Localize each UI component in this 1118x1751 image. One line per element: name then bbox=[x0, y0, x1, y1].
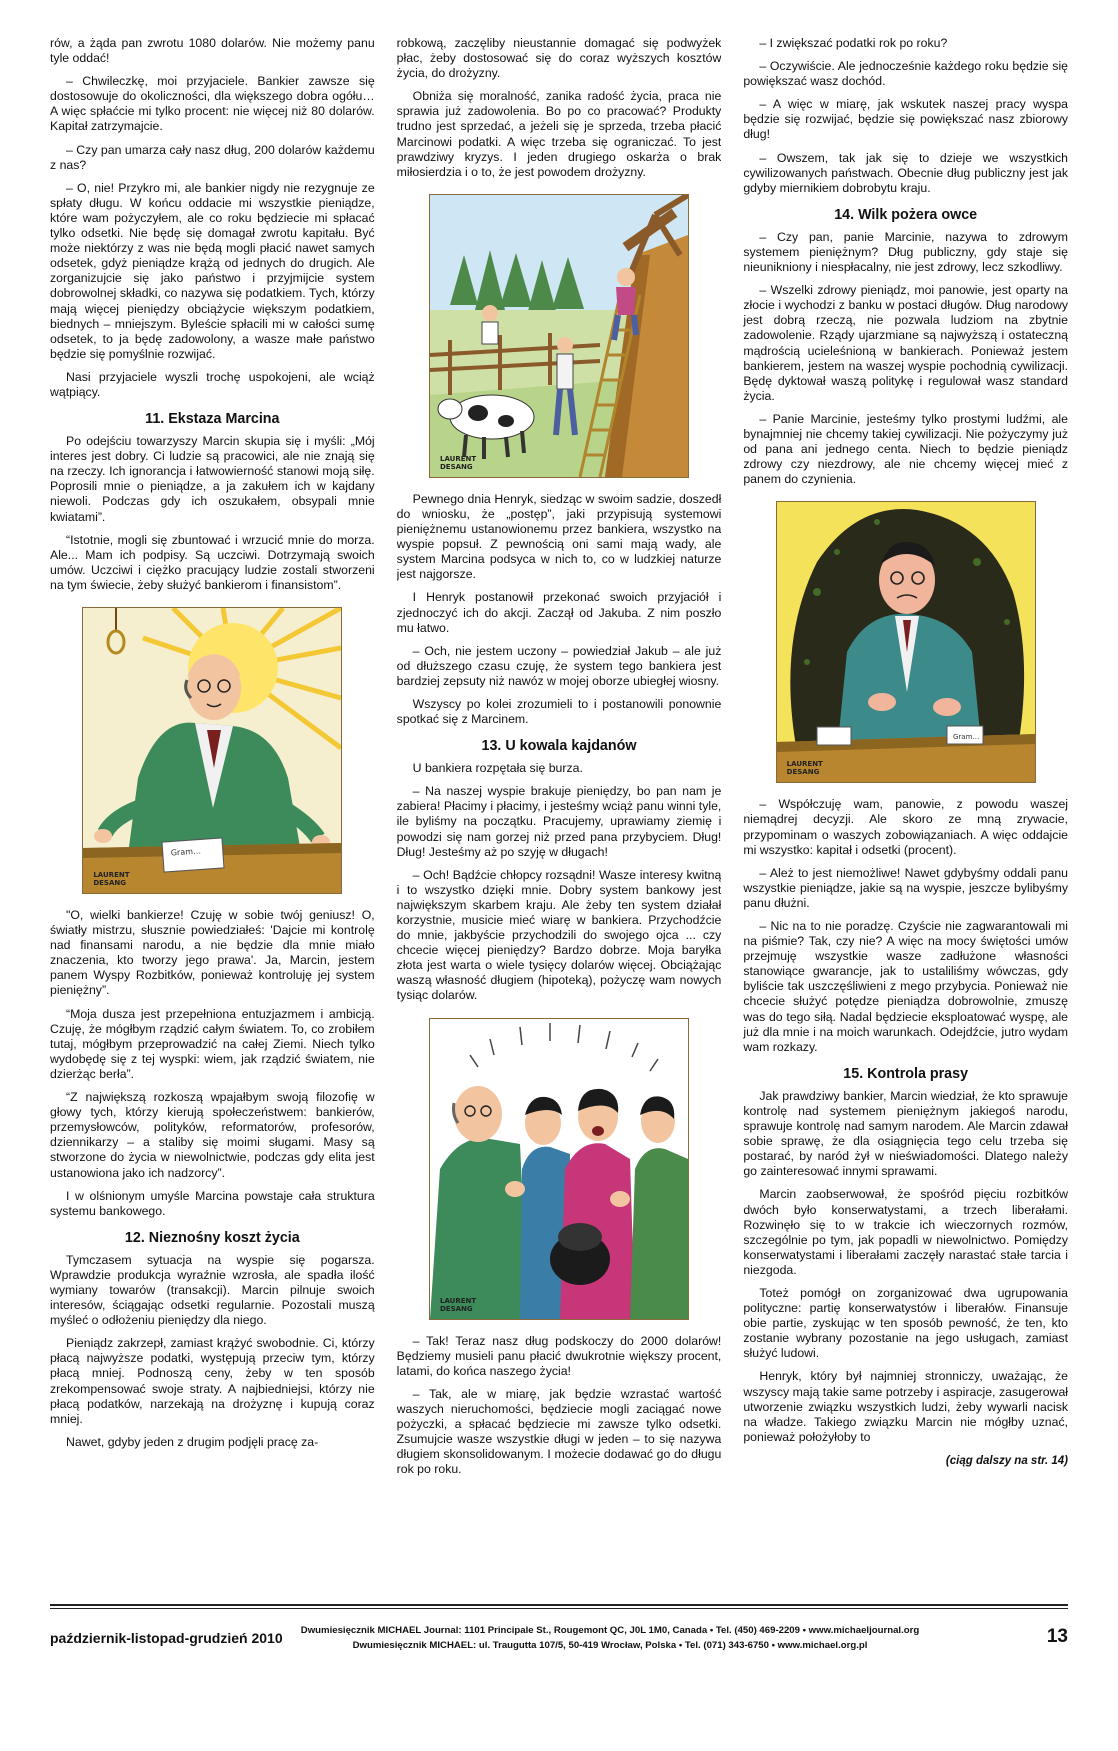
artist-signature: LAURENT DESANG bbox=[786, 760, 823, 777]
paragraph: – Na naszej wyspie brakuje pieniędzy, bo pan nam je zabiera! Płacimy i płacimy, i jesteśmy wciąż panu winni tyle, ile byliśmy na początku. Pracujemy, uprawiamy ziemię i powodzi się nam gorzej niż przed pana przybyciem. Dług! Dług! Jesteśmy aż po szyję w długach! bbox=[396, 784, 722, 859]
illustration-crowd bbox=[429, 1018, 689, 1320]
paragraph: – Och, nie jestem uczony – powiedział Jakub – ale już od dłuższego czasu czuję, że system tego bankiera jest bardziej zepsuty niż nawóz w mojej oborze ubiegłej wiosny. bbox=[396, 643, 722, 688]
paragraph: – I zwiększać podatki rok po roku? bbox=[759, 36, 948, 50]
publisher-line-poland: Dwumiesięcznik MICHAEL: ul. Traugutta 107/5, 50-419 Wrocław, Polska • Tel. (071) 343-6750 • www.michael.org.pl bbox=[352, 1640, 868, 1651]
paragraph: – Och! Bądźcie chłopcy rozsądni! Wasze interesy kwitną i to wszystko dzięki mnie. Dobry system bankowy jest największym skarbem kraju. Ale żeby ten system działał korzystnie, musicie mieć wiarę w bankiera. Przychodźcie do mnie, jakbyście przychodzili do swojego ojca ... czy chcecie więcej pieniędzy? Bardzo dobrze. Moja baryłka złota jest warta o wiele tysięcy dolarów więcej. Obciążając waszą własność długiem (hipoteką), pożyczę wam nowych tysiąc dolarów. bbox=[396, 867, 722, 1003]
paragraph: Wszyscy po kolei zrozumieli to i postanowili ponownie spotkać się z Marcinem. bbox=[396, 696, 722, 727]
footer-divider bbox=[50, 1604, 1068, 1606]
banker-cave-illustration bbox=[777, 502, 1035, 782]
paragraph: Tymczasem sytuacja na wyspie się pogarsza. Wprawdzie produkcja wyraźnie wzrosła, ale spadła ilość wymiany towarów (transakcji). Marcin pilnuje swoich interesów, ściągając odsetki regularnie. Pozostali muszą myśleć o odłożeniu pieniędzy dla niego. bbox=[50, 1252, 375, 1328]
paper-writing: Gram… bbox=[952, 733, 980, 742]
section-heading: 15. Kontrola prasy bbox=[843, 1065, 969, 1082]
paragraph: robkową, zaczęliby nieustannie domagać się podwyżek płac, żeby dostosować się do coraz wyższych kosztów życia, do drożyzny. bbox=[396, 36, 722, 81]
paragraph: Jak prawdziwy bankier, Marcin wiedział, że kto sprawuje kontrolę nad systemem pieniężnym jakiegoś narodu, sprawuje kontrolę nad samym narodem. Ale Marcin zdawał sobie sprawę, że dla osiągnięcia tego celu trzeba się postarać, by naród żył w nieświadomości. Dlatego należy go zainteresować innymi sprawami. bbox=[743, 1088, 1069, 1179]
issue-date: październik-listopad-grudzień 2010 bbox=[50, 1630, 283, 1646]
paragraph: Marcin zaobserwował, że spośród pięciu rozbitków dwóch było konserwatystami, a trzech liberałami. Rozwinęło się to w trakcie ich wieczornych rozmów, szczególnie po tym, jak popadli w niewolnictwo. Pomiędzy konserwatystami i liberałami zaczęły narastać stałe tarcia i niezgoda. bbox=[743, 1187, 1069, 1277]
footer-divider-thin bbox=[50, 1608, 1068, 1609]
illustration-ecstasy bbox=[82, 607, 342, 894]
farm-windmill-illustration bbox=[430, 195, 688, 477]
artist-signature: LAURENT DESANG bbox=[440, 454, 477, 471]
paragraph: Henryk, który był najmniej stronniczy, uważając, że wszyscy mają takie same potrzeby i aspiracje, zasugerował utworzenie związku wszystkich ludzi, żeby wywarli nacisk na władze. Takiego związku Marcin nie mógłby uznać, ponieważ położyłoby to bbox=[743, 1369, 1069, 1444]
paper-writing: Gram… bbox=[170, 846, 202, 858]
column-3 bbox=[743, 36, 1068, 1596]
paragraph: – Oczywiście. Ale jednocześnie każdego roku będzie się powiększać wasz dochód. bbox=[743, 59, 1069, 89]
paragraph: – Wszelki zdrowy pieniądz, moi panowie, jest oparty na złocie i wychodzi z banku w postaci długów. Dług narodowy jest dobrą rzeczą, nie pozwala ludziom na zbytnie zadowolenie. Rządy ujarzmiane są najwyższą i ostateczną mądrością ucieleśnioną w bankierach. Ponieważ jestem bankierem, jestem na waszej wyspie pochodnią cywilizacji. Będę dyktował waszą politykę i regulował wasz standard życia. bbox=[743, 283, 1069, 403]
illustration-farm bbox=[429, 194, 689, 478]
paragraph: – Tak, ale w miarę, jak będzie wzrastać wartość waszych nieruchomości, będziecie mogli zaciągać nowe pożyczki, a spłacać będziecie mi zawsze tylko odsetki. Zsumujcie wasze wszystkie długi w jeden – to się nazywa długiem skonsolidowanym. I możecie dodawać go do długu rok po roku. bbox=[396, 1386, 722, 1477]
paragraph: – Współczuję wam, panowie, z powodu waszej niemądrej decyzji. Ale skoro ze mną zrywacie, przypominam o waszych zobowiązaniach. A więc oddajcie mi wszystko: kapitał i odsetki (procent). bbox=[743, 797, 1069, 857]
paragraph: “Z największą rozkoszą wpajałbym swoją filozofię w głowy tych, którzy kierują społeczeństwem: bankierów, przemysłowców, polityków, reformatorów, profesorów, dziennikarzy – a staliby się moimi sługami. Masy są stworzone do życia w niewolnictwie, podczas gdy elita jest ustanowiona jako ich nadzorcy”. bbox=[50, 1090, 375, 1180]
column-1 bbox=[50, 36, 375, 1596]
paragraph: – Czy pan umarza cały nasz dług, 200 dolarów każdemu z nas? bbox=[50, 142, 375, 172]
paragraph: I w olśnionym umyśle Marcina powstaje cała struktura systemu bankowego. bbox=[50, 1188, 375, 1218]
paragraph: “Moja dusza jest przepełniona entuzjazmem i ambicją. Czuję, że mógłbym rządzić całym światem. To, co zrobiłem tutaj, mógłbym przeprowadzić na całej Ziemi. Niech tylko wydobędę się z tej wyspki: wiem, jak rządzić światem, nie dzierżąc berła”. bbox=[50, 1006, 375, 1081]
publisher-line-canada: Dwumiesięcznik MICHAEL Journal: 1101 Principale St., Rougemont QC, J0L 1M0, Canada • Tel. (450) 469-2209 • www.michaeljournal.org bbox=[300, 1625, 920, 1636]
paragraph: Pewnego dnia Henryk, siedząc w swoim sadzie, doszedł do wniosku, że „postęp”, jaki przypisują systemowi pieniężnemu ustanowionemu przez bankiera, wszystko na wyspie popsuł. Z pewnością oni sami mają wady, ale system Marcina podsyca w nich to, co w ludzkiej naturze jest najgorsze. bbox=[396, 491, 722, 582]
paragraph: "O, wielki bankierze! Czuję w sobie twój geniusz! O, światły mistrzu, słusznie powiedziałeś: 'Dajcie mi kontrolę nad finansami narodu, a nie będzie dla mnie miało znaczenia, kto tworzy jego prawa'. Ja, Marcin, jestem panem Wyspy Rozbitków, ponieważ kontroluję jej system pieniężny”. bbox=[50, 908, 375, 998]
paragraph: – Owszem, tak jak się to dzieje we wszystkich cywilizowanych państwach. Obecnie dług publiczny jest jak gdyby miernikiem dobrobytu kraju. bbox=[743, 150, 1069, 195]
artist-signature: LAURENT DESANG bbox=[440, 1296, 477, 1313]
paragraph: – A więc w miarę, jak wskutek naszej pracy wyspa będzie się rozwijać, będzie się powiększać nasz zbiorowy dług! bbox=[743, 97, 1069, 142]
continued-note: (ciąg dalszy na str. 14) bbox=[945, 1454, 1069, 1467]
paragraph: – Chwileczkę, moi przyjaciele. Bankier zawsze się dostosowuje do okoliczności, dla większego dobra ogółu… A więc spłaćcie mi tylko procent: nie więcej niż 80 dolarów. Kapitał zatrzymajcie. bbox=[50, 74, 375, 134]
paragraph: – Ależ to jest niemożliwe! Nawet gdybyśmy oddali panu wszystkie pieniądze, jakie są na wyspie, jeszcze bylibyśmy panu dłużni. bbox=[743, 865, 1069, 910]
paragraph: rów, a żąda pan zwrotu 1080 dolarów. Nie możemy panu tyle oddać! bbox=[50, 36, 375, 66]
page-footer bbox=[50, 1620, 1068, 1660]
publisher-info bbox=[290, 1623, 930, 1653]
angry-crowd-illustration bbox=[430, 1019, 688, 1319]
paragraph: I Henryk postanowił przekonać swoich przyjaciół i zjednoczyć ich do akcji. Zaczął od Jakuba. Z nim poszło mu łatwo. bbox=[396, 590, 722, 635]
paragraph: Po odejściu towarzyszy Marcin skupia się i myśli: „Mój interes jest dobry. Ci ludzie są pracowici, ale nie znają się na rzeczy. Ich ignorancja i łatwowierność stanowi moją siłę. Poprosili mnie o pieniądze, a ja zakułem ich w kajdany niewoli. Podczas gdy ich oszukałem, obsypali mnie kwiatami”. bbox=[50, 434, 375, 524]
section-heading: 11. Ekstaza Marcina bbox=[145, 411, 280, 428]
column-2 bbox=[397, 36, 722, 1596]
banker-ecstasy-illustration bbox=[83, 608, 341, 893]
paragraph: Pieniądz zakrzepł, zamiast krążyć swobodnie. Ci, którzy płacą najwyższe podatki, występują przeciw tym, którzy płacą mniej. Podnoszą ceny, żeby w ten sposób zrekompensować swoje straty. A najbiedniejsi, którzy nie płacą podatków, narzekają na drożyznę i kupują coraz mniej. bbox=[50, 1336, 375, 1426]
page-number: 13 bbox=[1046, 1626, 1068, 1647]
article-columns bbox=[50, 36, 1068, 1596]
paragraph: – Czy pan, panie Marcinie, nazywa to zdrowym systemem pieniężnym? Dług publiczny, gdy staje się nieunikniony i niespłacalny, nie jest zdrowy, lecz szkodliwy. bbox=[743, 229, 1069, 275]
paragraph: Toteż pomógł on zorganizować dwa ugrupowania polityczne: partię konserwatystów i liberałów. Finansuje obie partie, zyskując w ten sposób pewność, że ten, kto zostanie wybrany pozostanie na jego usługach, zamiast służyć ludowi. bbox=[743, 1285, 1069, 1361]
section-heading: 12. Nieznośny koszt życia bbox=[124, 1229, 300, 1246]
section-heading: 13. U kowala kajdanów bbox=[481, 738, 637, 755]
illustration-wolf bbox=[776, 501, 1036, 783]
paragraph: Nawet, gdyby jeden z drugim podjęli pracę za- bbox=[66, 1434, 319, 1449]
section-heading: 14. Wilk pożera owce bbox=[834, 206, 978, 223]
paragraph: Obniża się moralność, zanika radość życia, praca nie sprawia już zadowolenia. Bo po co pracować? Produkty trudno jest sprzedać, a jeżeli się je sprzeda, trzeba płacić Marcinowi podatki. A więc trzeba się ograniczać. To jest prawdziwy kryzys. I jeden drugiego oskarża o brak miłosierdzia i o to, że jest powodem drożyzny. bbox=[396, 89, 722, 179]
paragraph: – O, nie! Przykro mi, ale bankier nigdy nie rezygnuje ze spłaty długu. W końcu oddacie mi wszystkie pieniądze, które wam pożyczyłem, ale co roku będziecie mi spłacać tylko odsetki. Nie będę się domagał zwrotu kapitału. Być może niektórzy z was nie będą mogli płacić nawet samych odsetek, gdyż pieniądze krążą od jednych do drugich. Ale zorganizujcie się jako państwo i przyjmijcie system dobrowolnej składki, co nazywa się podatkiem. Tych, którzy mają więcej pieniędzy obciążycie większym podatkiem, biednych – mniejszym. Byleście spłacili mi w całości sumę odsetek, to ja będę zadowolony, a wasze małe państwo będzie się pomyślnie rozwijać. bbox=[50, 180, 375, 361]
paragraph: – Panie Marcinie, jesteśmy tylko prostymi ludźmi, ale bynajmniej nie chcemy takiej cywilizacji. Nie pożyczymy już od pana ani jednego centa. Niech to będzie pieniądz zdrowy czy niezdrowy, ale nie chcemy więcej mieć z panem do czynienia. bbox=[743, 411, 1069, 487]
paragraph: “Istotnie, mogli się zbuntować i wrzucić mnie do morza. Ale... Mam ich podpisy. Są uczciwi. Dotrzymają swoich umów. Uczciwi i ciężko pracujący ludzie zostali stworzeni na tym świecie, żeby służyć bankierom i finansistom”. bbox=[50, 532, 375, 592]
artist-signature: LAURENT DESANG bbox=[93, 871, 130, 887]
paragraph: – Nic na to nie poradzę. Czyście nie zagwarantowali mi na piśmie? Tak, czy nie? A więc na mocy świętości umów przejmuję wszystkie wasze zadłużone własności stanowiące gwarancje, jak to ustaliliśmy wówczas, gdy byliście tak uszczęśliwieni z mego przybycia. Ponieważ nie chcecie służyć potędze pieniądza dobrowolnie, zmuszę was do tego siłą. Nadal będziecie eksploatować wyspę, ale już dla mnie i na moich warunkach. Odejdźcie, jutro wydam wam rozkazy. bbox=[743, 919, 1069, 1054]
paragraph: – Tak! Teraz nasz dług podskoczy do 2000 dolarów! Będziemy musieli panu płacić dwukrotnie większy procent, latami, do końca naszego życia! bbox=[396, 1333, 722, 1378]
paragraph: U bankiera rozpętała się burza. bbox=[412, 761, 583, 776]
paragraph: Nasi przyjaciele wyszli trochę uspokojeni, ale wciąż wątpiący. bbox=[50, 369, 375, 399]
